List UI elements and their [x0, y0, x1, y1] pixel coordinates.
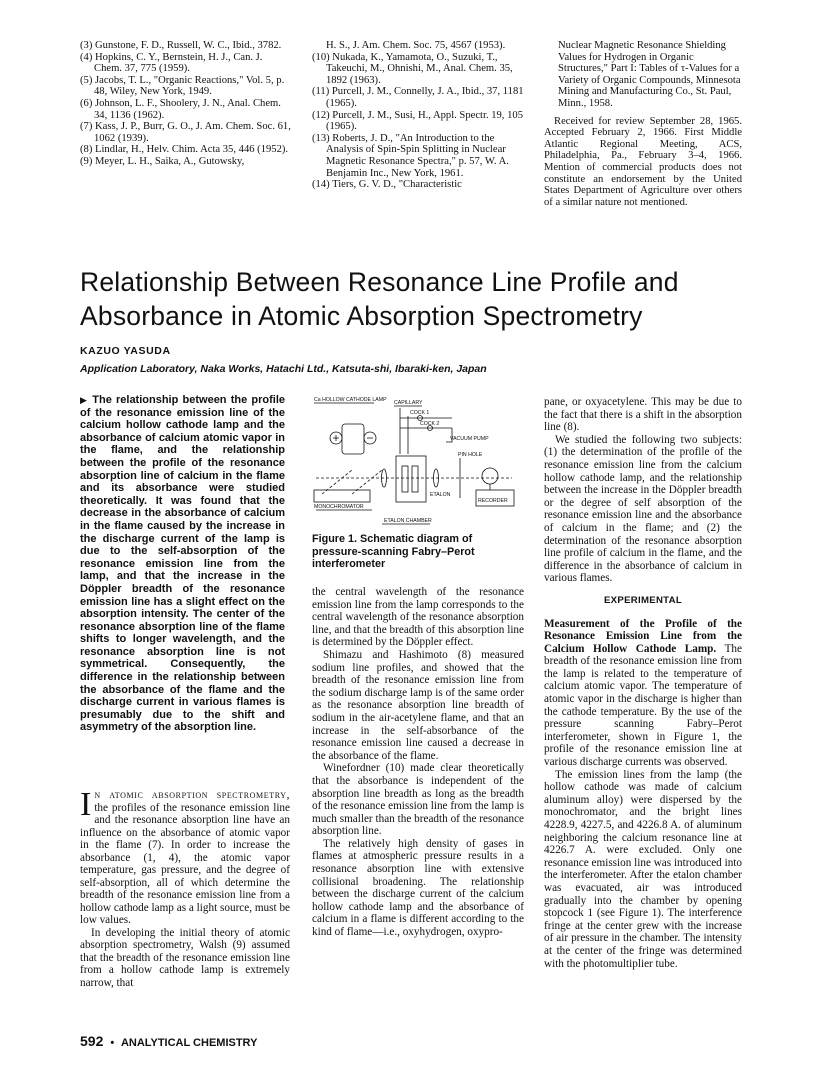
reference-item: (13) Roberts, J. D., "An Introduction to the Analysis of Spin-Spin Splitting in Nuclear Magnetic Resonance Spectra," p. 57, W. A. Benjamin Inc., New York, 1961. — [312, 132, 509, 179]
drop-cap: I — [80, 786, 92, 823]
page-footer — [80, 1033, 257, 1049]
label-cock2: COCK 2 — [420, 421, 440, 427]
reference-item: (14) Tiers, G. V. D., "Characteristic — [312, 179, 462, 191]
intro-paragraph-1 — [80, 786, 290, 927]
body-paragraph: The relatively high density of gases in flames at atmospheric pressure results in a resonance absorption line with extensive collisional broadening. The relationship between the discharge current of the calcium hollow cathode lamp and the absorbance of calcium in a flame is different according to the kind of flame—i.e., oxyhydrogen, oxypro- — [312, 837, 524, 939]
reference-item: (11) Purcell, J. M., Connelly, J. A., Ibid., 37, 1181 (1965). — [312, 86, 524, 109]
subsection-heading: Measurement of the Profile of the Resonance Emission Line from the Calcium Hollow Cathode Lamp. — [544, 617, 742, 655]
middle-body-column — [312, 586, 524, 939]
reference-item: (3) Gunstone, F. D., Russell, W. C., Ibid., 3782. — [80, 40, 282, 51]
references-left-column — [80, 40, 292, 168]
author-affiliation: Application Laboratory, Naka Works, Hatachi Ltd., Katsuta-shi, Ibaraki-ken, Japan — [80, 363, 487, 375]
intro-p1-text: the profiles of the resonance emission line and the resonance absorption line have an influence on the absorbance of atomic vapor in the flame (7). In order to increase the absorbance (1, 4), the atomic vapor temperature, gas pressure, and the degree of self-absorption, all of which determine the breadth of the resonance emission line from a hollow cathode lamp as a light source, must be low values. — [80, 801, 290, 926]
references-middle-column — [312, 40, 524, 191]
label-capillary: CAPILLARY — [394, 400, 423, 406]
label-recorder: RECORDER — [478, 498, 508, 504]
subsection-p2: The emission lines from the lamp (the hollow cathode was made of calcium aluminum alloy) were dispersed by the monochromator, and the bright lines 4228.9, 4227.5, and 4226.8 A. of aluminum neighboring the calcium resonance line at 4226.7 A. were excluded. Only one resonance emission line was introduced into the interferometer. After the etalon chamber was evacuated, air was introduced gradually into the chamber by opening stopcock 1 (see Figure 1). The interference fringe at the center grew with the increase of air pressure in the chamber. The intensity at the center of the fringe was determined with the photomultiplier tube. — [544, 768, 742, 970]
label-cock1: COCK 1 — [410, 410, 430, 416]
label-etalon-chamber: ETALON CHAMBER — [384, 518, 432, 524]
reference-item: (4) Hopkins, C. Y., Bernstein, H. J., Can. J. Chem. 37, 775 (1959). — [80, 51, 263, 75]
reference-item: (12) Purcell, J. M., Susi, H., Appl. Spectr. 19, 105 (1965). — [312, 109, 523, 133]
abstract — [80, 394, 285, 734]
article-title — [80, 265, 740, 333]
abstract-text: The relationship between the profile of the resonance emission line of the calcium hollow cathode lamp and the absorbance of calcium atomic vapor in the flame, and the relationship between the profile of the resonance absorption line of calcium in the flame and its absorbance were studied theoretically. It was found that the decrease in the absorbance of calcium in the flame caused by the increase in the discharge current of the lamp is due to the self-absorption of the resonance emission line from the lamp, and that the increase in the Döppler breadth of the resonance emission line has a slight effect on the absorption intensity. The center of the resonance absorption line of the flame shifts to longer wavelength, and the resonance absorption line is not symmetrical. Consequently, the difference in the relationship between the absorbance of the flame and the discharge current in various flames is presumably due to the shift and asymmetry of the absorption line. — [80, 394, 286, 734]
body-paragraph: Shimazu and Hashimoto (8) measured sodium line profiles, and showed that the breadth of the resonance emission line from the sodium discharge lamp is of the same order as the resonance absorption line breadth of sodium in the air-acetylene flame, and that an increase in the self-absorbance of the resonance emission line caused a decrease in the absorbance of the flame. — [312, 648, 524, 762]
reference-item: (5) Jacobs, T. L., "Organic Reactions," Vol. 5, p. 48, Wiley, New York, 1949. — [80, 74, 285, 98]
footer-separator: • — [110, 1037, 115, 1049]
title-line-2: Absorbance in Atomic Absorption Spectrometry — [80, 301, 643, 331]
label-lamp: Ca HOLLOW CATHODE LAMP — [314, 397, 387, 403]
label-pin-hole: PIN HOLE — [458, 452, 483, 458]
reference-item: (8) Lindlar, H., Helv. Chim. Acta 35, 446 (1952). — [80, 144, 289, 156]
page-number: 592 — [80, 1033, 104, 1049]
right-body-column — [544, 396, 742, 970]
introduction-column — [80, 786, 290, 989]
subsection-p1: The breadth of the resonance emission line from the lamp is related to the temperature of calcium atomic vapor. The temperature of atomic vapor in the discharge is higher than the cathode temperature. By the use of the pressure scanning Fabry–Perot interferometer, shown in Figure 1, the profile of the resonance emission line at various discharge currents was observed. — [544, 642, 742, 769]
label-etalon: ETALON — [430, 492, 451, 498]
figure-1-diagram — [312, 394, 522, 526]
intro-paragraph-2: In developing the initial theory of atomic absorption spectrometry, Walsh (9) assumed that the breadth of the resonance emission line from a hollow cathode lamp is extremely narrow, that — [80, 926, 290, 989]
reference-item: H. S., J. Am. Chem. Soc. 75, 4567 (1953). — [326, 40, 506, 51]
body-paragraph: Winefordner (10) made clear theoretically that the absorbance is independent of the absorption line breadth as long as the breadth of the resonance emission line from the lamp is much smaller than the breadth of the resonance absorption line. — [312, 762, 524, 838]
subsection-paragraph — [544, 618, 742, 769]
label-vacuum-pump: VACUUM PUMP — [450, 436, 489, 442]
reference-item: Nuclear Magnetic Resonance Shielding Values for Hydrogen in Organic Structures," Part I: Tables of τ-Values for a Variety of Organic Compounds, Minnesota Mining and Manufacturing Co., St. Paul, Minn., 1958. — [558, 40, 741, 109]
reference-item: (7) Kass, J. P., Burr, G. O., J. Am. Chem. Soc. 61, 1062 (1939). — [80, 121, 291, 144]
reference-item: (6) Johnson, L. F., Shoolery, J. N., Anal. Chem. 34, 1136 (1962). — [80, 97, 281, 121]
body-paragraph: the central wavelength of the resonance emission line from the lamp corresponds to the central wavelength of the resonance absorption line, and that the breadth of this absorption line is determined by the Döppler effect. — [312, 586, 524, 649]
title-line-1: Relationship Between Resonance Line Profile and — [80, 267, 679, 297]
journal-name: ANALYTICAL CHEMISTRY — [120, 1037, 258, 1049]
abstract-marker: ▶ — [80, 395, 89, 405]
label-monochromator: MONOCHROMATOR — [314, 504, 364, 510]
figure-1-caption: Figure 1. Schematic diagram of pressure-scanning Fabry–Perot interferometer — [312, 533, 475, 571]
references-right-column — [544, 40, 742, 208]
reference-item: (9) Meyer, L. H., Saika, A., Gutowsky, — [80, 155, 245, 167]
intro-smallcaps: n atomic absorption spectrometry, — [94, 789, 290, 801]
received-note: Received for review September 28, 1965. Accepted February 2, 1966. First Middle Atlantic Regional Meeting, ACS, Philadelphia, Pa., February 3–4, 1966. Mention of commercial products does not constitute an endorsement by the United States Department of Agriculture over others of a similar nature not mentioned. — [544, 115, 742, 208]
author-name: KAZUO YASUDA — [80, 345, 171, 357]
body-paragraph: We studied the following two subjects: (1) the determination of the profile of the resonance emission line from the calcium hollow cathode lamp, and the relationship between the increase in the Döppler breadth or the degree of self absorption of the resonance emission line and the absorbance of calcium in the flame; and (2) the determination of the resonance absorption line profile of calcium in the flame, and the difference in the absorbance of calcium in various flames. — [544, 433, 742, 585]
reference-item: (10) Nukada, K., Yamamota, O., Suzuki, T., Takeuchi, M., Ohnishi, M., Anal. Chem. 35, 1892 (1963). — [312, 51, 513, 86]
section-heading-experimental: EXPERIMENTAL — [603, 594, 683, 606]
body-paragraph: pane, or oxyacetylene. This may be due to the fact that there is a shift in the absorption line (8). — [544, 396, 742, 434]
